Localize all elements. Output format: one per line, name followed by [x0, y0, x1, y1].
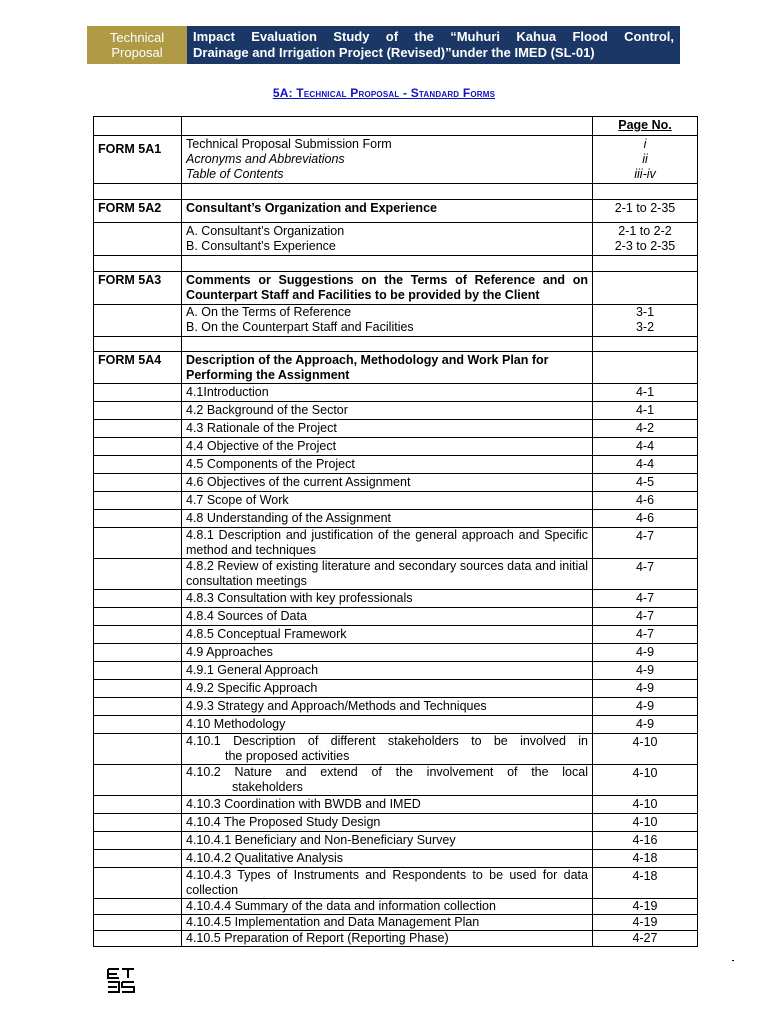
- form-title: Consultant’s Organization and Experience: [182, 200, 593, 223]
- table-row: [94, 456, 698, 474]
- table-row: [94, 662, 698, 680]
- form-label: FORM 5A1: [94, 136, 182, 184]
- toc-entry: 4.8.1 Description and justification of the general approach and Specific method and techniques: [182, 528, 593, 559]
- table-row: [94, 850, 698, 868]
- toc-entry: 4.10 Methodology: [182, 716, 593, 734]
- header-section-label: [87, 26, 187, 64]
- toc-entry: 4.9.1 General Approach: [182, 662, 593, 680]
- table-row: [94, 272, 698, 305]
- table-row: [94, 352, 698, 384]
- toc-entry: 4.9.2 Specific Approach: [182, 680, 593, 698]
- empty-cell: [182, 117, 593, 136]
- table-row: [94, 765, 698, 796]
- page-number: 4-4: [593, 456, 698, 474]
- page-number: 4-19: [593, 915, 698, 931]
- page-numbers: 2-1 to 2-2 2-3 to 2-35: [593, 223, 698, 256]
- page-number: 4-7: [593, 559, 698, 590]
- toc-entry: B. Consultant’s Experience: [186, 239, 336, 253]
- header-title-line1: Impact Evaluation Study of the “Muhuri Kahua Flood Control,: [193, 29, 674, 44]
- toc-entry: 4.10.4 The Proposed Study Design: [182, 814, 593, 832]
- page-number: 4-10: [593, 734, 698, 765]
- section-title[interactable]: 5A: Technical Proposal - Standard Forms: [272, 86, 496, 100]
- table-row: [94, 931, 698, 947]
- toc-entry: 4.9.3 Strategy and Approach/Methods and Techniques: [182, 698, 593, 716]
- table-row: [94, 832, 698, 850]
- toc-entry: 4.7 Scope of Work: [182, 492, 593, 510]
- page-no-header: Page No.: [593, 117, 698, 136]
- toc-entry: 4.10.4.3 Types of Instruments and Respondents to be used for data collection: [182, 868, 593, 899]
- header-label-line2: Proposal: [111, 45, 163, 60]
- page-number: 4-10: [593, 796, 698, 814]
- table-row: [94, 223, 698, 256]
- page-number: 4-7: [593, 608, 698, 626]
- document-header: [87, 26, 680, 64]
- table-row: [94, 305, 698, 337]
- toc-entry: 4.10.1 Description of different stakeholders to be involved in the proposed activities: [182, 734, 593, 765]
- table-row: [94, 590, 698, 608]
- header-label-line1: Technical: [109, 30, 165, 45]
- table-of-contents: [93, 116, 698, 947]
- table-row: [94, 402, 698, 420]
- page-number: 4-7: [593, 528, 698, 559]
- table-row: [94, 796, 698, 814]
- toc-entry: 4.2 Background of the Sector: [182, 402, 593, 420]
- page-number: 4-7: [593, 590, 698, 608]
- page-number: 4-9: [593, 716, 698, 734]
- toc-entry: 4.8.4 Sources of Data: [182, 608, 593, 626]
- form-title: Comments or Suggestions on the Terms of Reference and on Counterpart Staff and Facilities to be provided by the Client: [182, 272, 593, 305]
- page-numbers: i ii iii-iv: [593, 136, 698, 184]
- toc-entry: A. Consultant’s Organization: [186, 224, 345, 238]
- page-number: 4-18: [593, 868, 698, 899]
- page-numbers: 3-1 3-2: [593, 305, 698, 337]
- toc-entry: 4.6 Objectives of the current Assignment: [182, 474, 593, 492]
- form-items: [182, 223, 593, 256]
- toc-entry: 4.5 Components of the Project: [182, 456, 593, 474]
- toc-entry: 4.4 Objective of the Project: [182, 438, 593, 456]
- header-title: [187, 26, 680, 64]
- toc-entry: A. On the Terms of Reference: [186, 305, 352, 319]
- toc-entry: 4.10.4.4 Summary of the data and information collection: [182, 899, 593, 915]
- header-title-line2: Drainage and Irrigation Project (Revised)”under the IMED (SL-01): [193, 45, 595, 60]
- form-title: Description of the Approach, Methodology and Work Plan for Performing the Assignment: [182, 352, 593, 384]
- form-label: FORM 5A2: [94, 200, 182, 223]
- toc-entry: 4.1Introduction: [182, 384, 593, 402]
- table-row: [94, 626, 698, 644]
- page-number: 4-10: [593, 765, 698, 796]
- spacer-row: [94, 256, 698, 272]
- empty-cell: [94, 117, 182, 136]
- page-number: 4-4: [593, 438, 698, 456]
- toc-entry: 4.10.5 Preparation of Report (Reporting Phase): [182, 931, 593, 947]
- table-row: [94, 492, 698, 510]
- toc-entry: Table of Contents: [186, 167, 284, 181]
- page-number: 4-19: [593, 899, 698, 915]
- table-row: [94, 814, 698, 832]
- table-row: [94, 608, 698, 626]
- page-number: 4-6: [593, 510, 698, 528]
- table-row: [94, 420, 698, 438]
- page-number: 2-1 to 2-35: [593, 200, 698, 223]
- page-number: 4-16: [593, 832, 698, 850]
- table-row: [94, 200, 698, 223]
- spacer-row: [94, 184, 698, 200]
- toc-entry: 4.9 Approaches: [182, 644, 593, 662]
- table-row: [94, 438, 698, 456]
- toc-entry: 4.10.4.5 Implementation and Data Management Plan: [182, 915, 593, 931]
- form-items: [182, 136, 593, 184]
- spacer-row: [94, 337, 698, 352]
- toc-entry: 4.8.2 Review of existing literature and secondary sources data and initial consultation meetings: [182, 559, 593, 590]
- toc-entry: 4.10.4.2 Qualitative Analysis: [182, 850, 593, 868]
- toc-entry: 4.8 Understanding of the Assignment: [182, 510, 593, 528]
- toc-entry: Acronyms and Abbreviations: [186, 152, 345, 166]
- table-row: [94, 680, 698, 698]
- table-row: [94, 915, 698, 931]
- form-items: [182, 305, 593, 337]
- toc-entry: 4.10.3 Coordination with BWDB and IMED: [182, 796, 593, 814]
- company-logo-icon: [106, 966, 136, 996]
- page-number: 4-2: [593, 420, 698, 438]
- toc-entry: 4.10.2 Nature and extend of the involvement of the local stakeholders: [182, 765, 593, 796]
- page-number: 4-6: [593, 492, 698, 510]
- form-label: FORM 5A3: [94, 272, 182, 305]
- toc-entry: 4.3 Rationale of the Project: [182, 420, 593, 438]
- form-label: FORM 5A4: [94, 352, 182, 384]
- table-row: [94, 528, 698, 559]
- table-row: [94, 510, 698, 528]
- page-number: 4-9: [593, 662, 698, 680]
- table-row: [94, 698, 698, 716]
- table-row: [94, 899, 698, 915]
- page-number: 4-7: [593, 626, 698, 644]
- form-5a4-entries: [94, 384, 698, 947]
- page-number: 4-9: [593, 698, 698, 716]
- table-row: [94, 474, 698, 492]
- page-number: 4-1: [593, 384, 698, 402]
- page-number: 4-18: [593, 850, 698, 868]
- page-number: 4-27: [593, 931, 698, 947]
- page-number: 4-9: [593, 644, 698, 662]
- table-row: [94, 136, 698, 184]
- table-row: [94, 384, 698, 402]
- toc-entry: 4.8.3 Consultation with key professionals: [182, 590, 593, 608]
- page-number: 4-10: [593, 814, 698, 832]
- page-number: 4-9: [593, 680, 698, 698]
- table-row: [94, 644, 698, 662]
- table-row: [94, 868, 698, 899]
- table-row: [94, 734, 698, 765]
- page-mark: [732, 960, 734, 961]
- toc-entry: B. On the Counterpart Staff and Facilities: [186, 320, 414, 334]
- toc-entry: 4.10.4.1 Beneficiary and Non-Beneficiary Survey: [182, 832, 593, 850]
- table-row: [94, 559, 698, 590]
- page-number: 4-1: [593, 402, 698, 420]
- toc-entry: 4.8.5 Conceptual Framework: [182, 626, 593, 644]
- toc-entry: Technical Proposal Submission Form: [186, 137, 392, 151]
- table-row: [94, 716, 698, 734]
- page-number: 4-5: [593, 474, 698, 492]
- table-header-row: [94, 117, 698, 136]
